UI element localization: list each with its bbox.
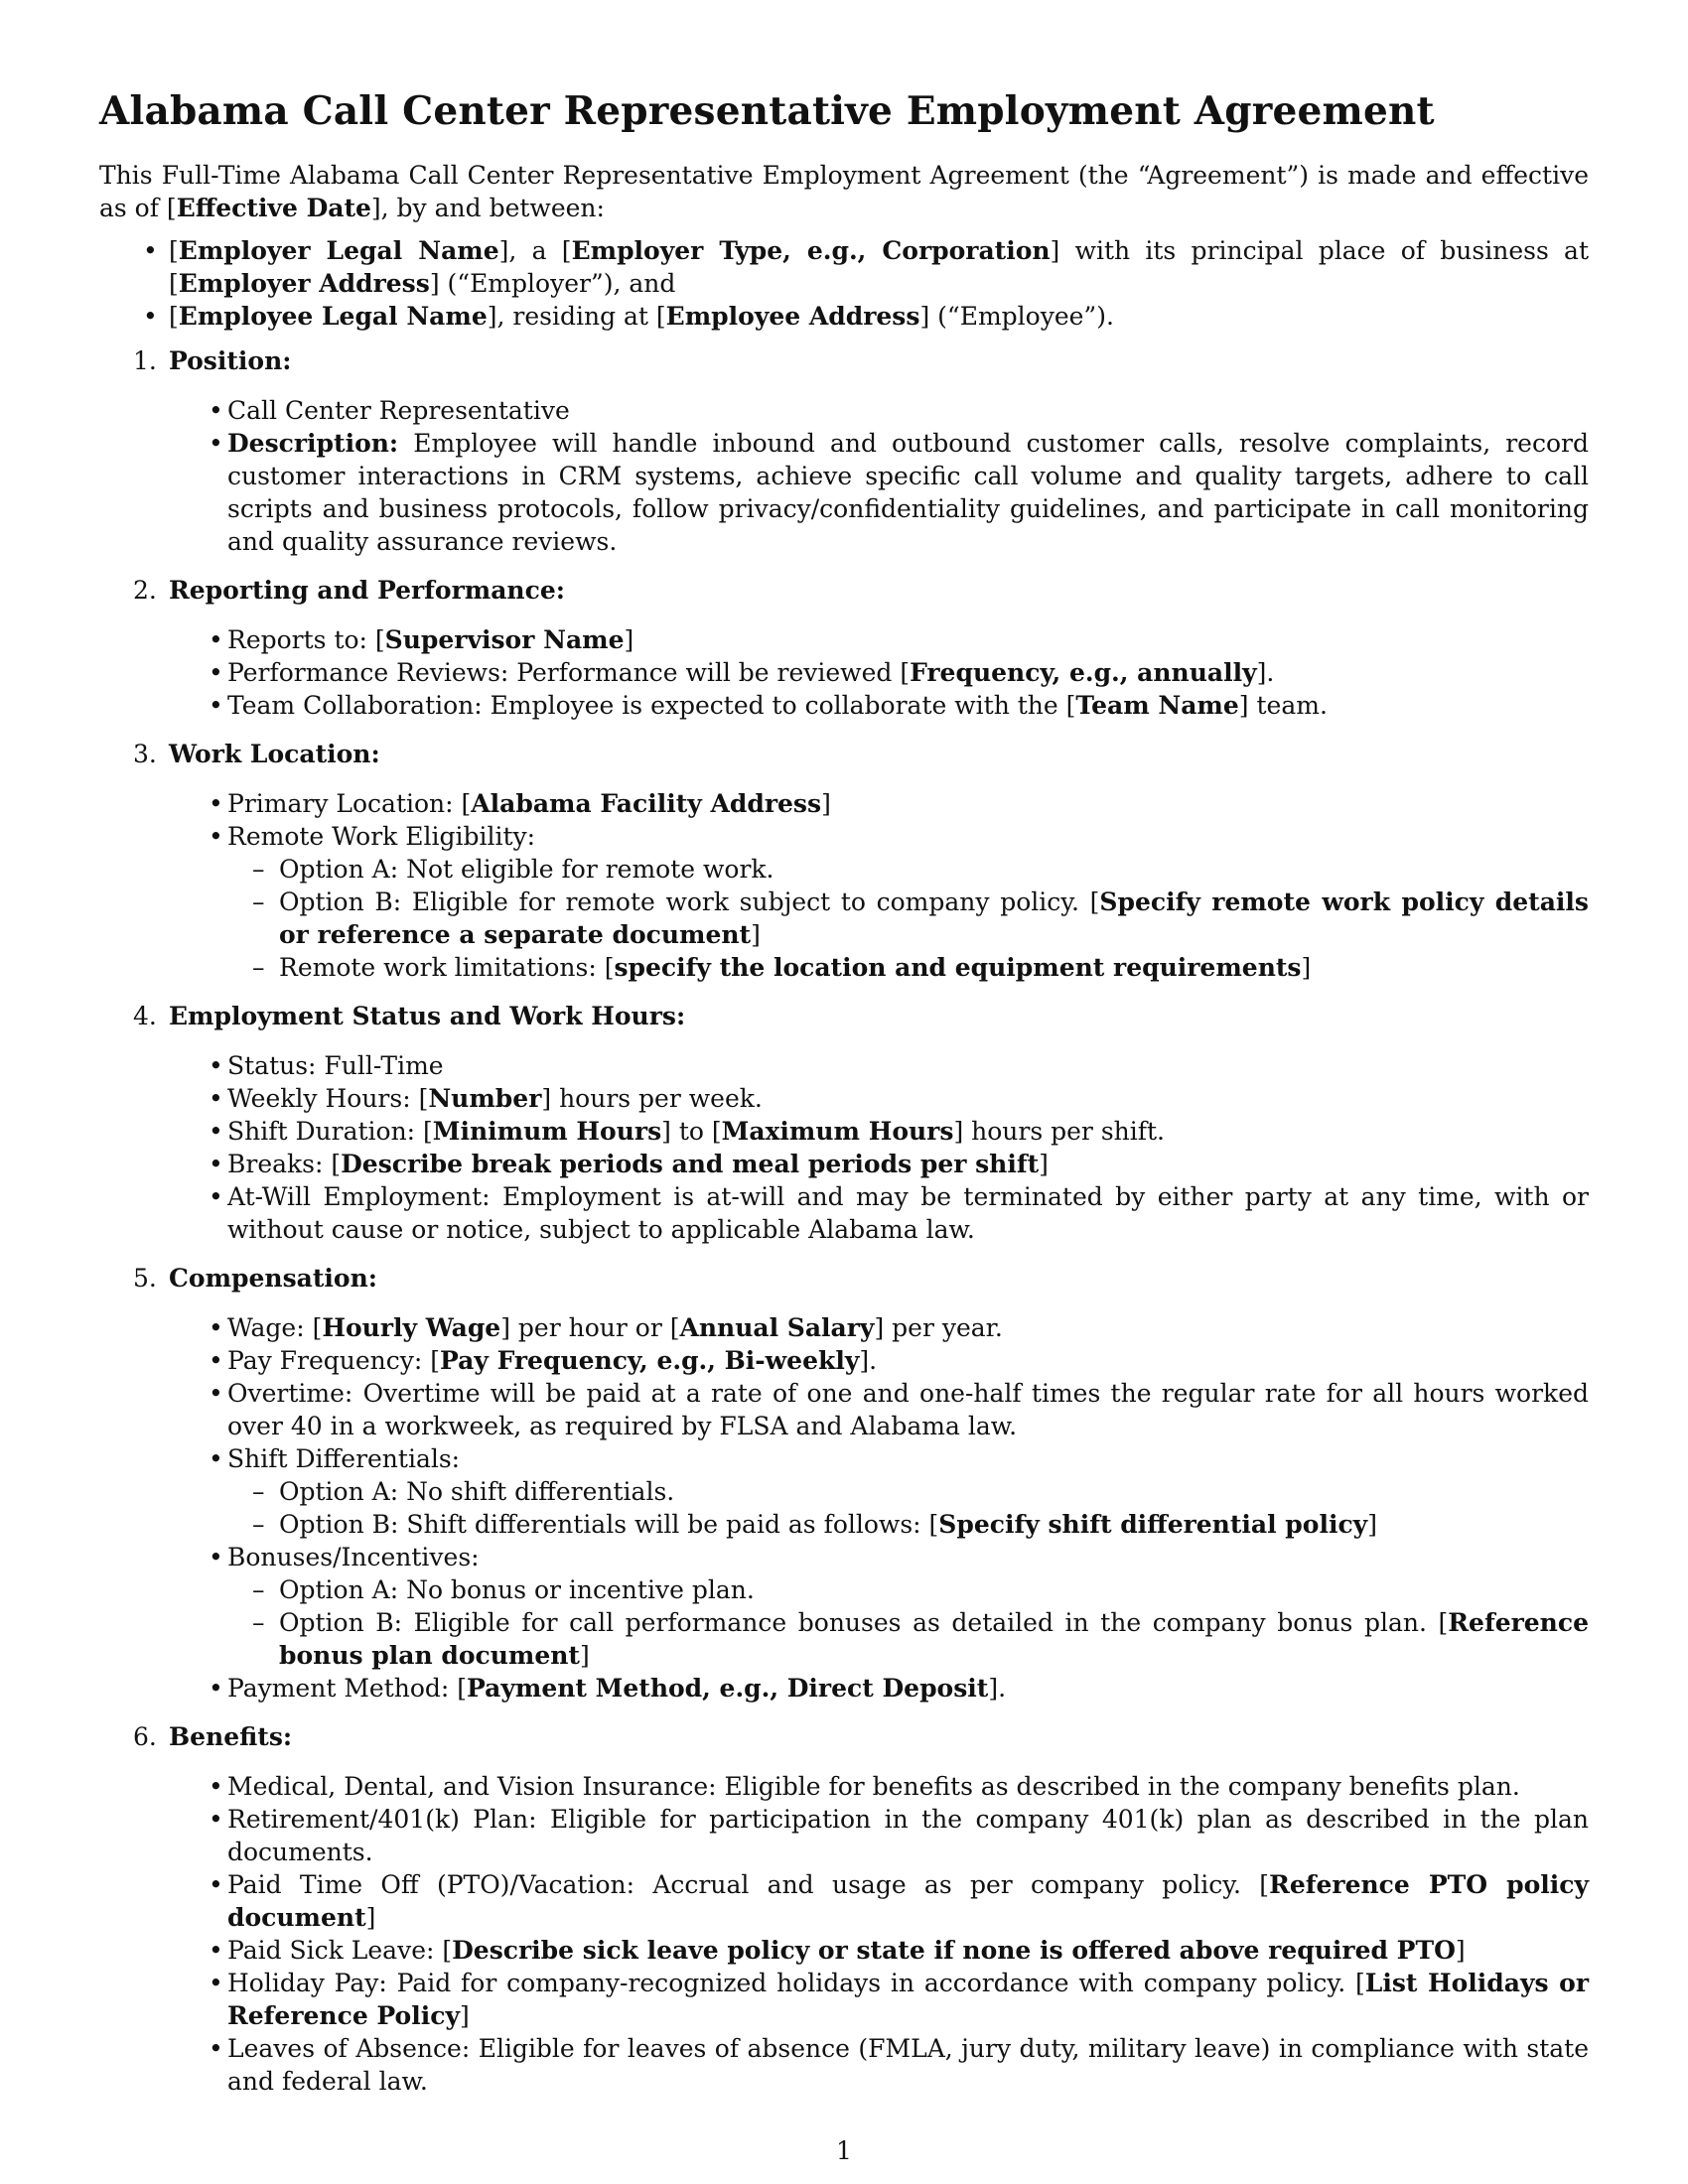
list-item: • Wage: [Hourly Wage] per hour or [Annual Salary] per year. — [169, 1311, 1589, 1344]
sections-list — [99, 344, 1589, 2098]
section-title: Position: — [169, 346, 292, 375]
list-item: • Shift Differentials: – Option A: No shift differentials. – Option B: Shift differentials will be paid as follows: [Specify shift differential policy] — [169, 1442, 1589, 1541]
employer-type-placeholder: Employer Type, e.g., Corporation — [571, 236, 1051, 265]
list-item: • Call Center Representative — [169, 394, 1589, 427]
list-item: • At-Will Employment: Employment is at-will and may be terminated by either party at any time, with or without cause or notice, subject to applicable Alabama law. — [169, 1180, 1589, 1246]
section-title: Work Location: — [169, 740, 380, 768]
list-item: • Remote Work Eligibility: – Option A: Not eligible for remote work. – Option B: Eligible for remote work subject to company policy. [Specify remote work policy details or reference a separate document] – Remote work limitations: [specify the location and equipment requirements] — [169, 820, 1589, 984]
list-item: • Status: Full-Time — [169, 1049, 1589, 1082]
employee-address-placeholder: Employee Address — [665, 302, 920, 331]
list-item: • Medical, Dental, and Vision Insurance: Eligible for benefits as described in the company benefits plan. — [169, 1770, 1589, 1803]
position-items — [169, 394, 1589, 558]
list-item: • Performance Reviews: Performance will be reviewed [Frequency, e.g., annually]. — [169, 656, 1589, 689]
section-title: Benefits: — [169, 1722, 293, 1751]
list-item: • Paid Time Off (PTO)/Vacation: Accrual and usage as per company policy. [Reference PTO policy document] — [169, 1868, 1589, 1934]
benefits-items — [169, 1770, 1589, 2098]
list-item: • Bonuses/Incentives: – Option A: No bonus or incentive plan. – Option B: Eligible for call performance bonuses as detailed in the company bonus plan. [Reference bonus plan document] — [169, 1541, 1589, 1672]
section-number: 4. — [133, 1002, 157, 1030]
section-reporting — [99, 574, 1589, 722]
section-work-location — [99, 738, 1589, 984]
section-title: Employment Status and Work Hours: — [169, 1002, 686, 1030]
shift-diff-options — [227, 1475, 1589, 1541]
remote-options — [227, 853, 1589, 984]
sub-item: – Remote work limitations: [specify the location and equipment requirements] — [227, 951, 1589, 984]
compensation-items — [169, 1311, 1589, 1705]
section-number: 6. — [133, 1722, 157, 1751]
parties-list — [99, 234, 1589, 333]
document-title: Alabama Call Center Representative Employment Agreement — [99, 88, 1435, 134]
sub-item: – Option B: Shift differentials will be paid as follows: [Specify shift differential policy] — [227, 1508, 1589, 1541]
list-item: • Paid Sick Leave: [Describe sick leave policy or state if none is offered above required PTO] — [169, 1934, 1589, 1967]
section-compensation — [99, 1262, 1589, 1705]
list-item: • Description: Employee will handle inbound and outbound customer calls, resolve complaints, record customer interactions in CRM systems, achieve specific call volume and quality targets, adhere to call scripts and business protocols, follow privacy/confidentiality guidelines, and participate in call monitoring and quality assurance reviews. — [169, 427, 1589, 558]
list-item: • Reports to: [Supervisor Name] — [169, 623, 1589, 656]
list-item: • Pay Frequency: [Pay Frequency, e.g., Bi-weekly]. — [169, 1344, 1589, 1377]
list-item: • Leaves of Absence: Eligible for leaves of absence (FMLA, jury duty, military leave) in compliance with state and federal law. — [169, 2032, 1589, 2098]
location-items — [169, 787, 1589, 984]
employer-party: • [Employer Legal Name], a [Employer Type, e.g., Corporation] with its principal place of business at [Employer Address] (“Employer”), and — [99, 234, 1589, 300]
bonus-options — [227, 1573, 1589, 1672]
employer-name-placeholder: Employer Legal Name — [178, 236, 499, 265]
section-number: 3. — [133, 740, 157, 768]
list-item: • Primary Location: [Alabama Facility Address] — [169, 787, 1589, 820]
section-number: 1. — [133, 346, 157, 375]
list-item: • Breaks: [Describe break periods and meal periods per shift] — [169, 1148, 1589, 1180]
sub-item: – Option A: No bonus or incentive plan. — [227, 1573, 1589, 1606]
effective-date-placeholder: Effective Date — [176, 194, 371, 222]
list-item: • Retirement/401(k) Plan: Eligible for participation in the company 401(k) plan as described in the plan documents. — [169, 1803, 1589, 1868]
reporting-items — [169, 623, 1589, 722]
list-item: • Weekly Hours: [Number] hours per week. — [169, 1082, 1589, 1115]
sub-item: – Option B: Eligible for remote work subject to company policy. [Specify remote work policy details or reference a separate document] — [227, 886, 1589, 951]
employee-name-placeholder: Employee Legal Name — [178, 302, 488, 331]
section-number: 5. — [133, 1264, 157, 1293]
sub-item: – Option B: Eligible for call performance bonuses as detailed in the company bonus plan. [Reference bonus plan document] — [227, 1606, 1589, 1672]
status-items — [169, 1049, 1589, 1246]
list-item: • Shift Duration: [Minimum Hours] to [Maximum Hours] hours per shift. — [169, 1115, 1589, 1148]
list-item: • Holiday Pay: Paid for company-recognized holidays in accordance with company policy. [List Holidays or Reference Policy] — [169, 1967, 1589, 2032]
intro-paragraph: This Full-Time Alabama Call Center Representative Employment Agreement (the “Agreement”) is made and effective as of [Effective Date], by and between: — [99, 161, 1589, 222]
page-number: 1 — [836, 2136, 852, 2165]
employee-party: • [Employee Legal Name], residing at [Employee Address] (“Employee”). — [99, 300, 1589, 333]
list-item: • Payment Method: [Payment Method, e.g., Direct Deposit]. — [169, 1672, 1589, 1705]
list-item: • Overtime: Overtime will be paid at a rate of one and one-half times the regular rate for all hours worked over 40 in a workweek, as required by FLSA and Alabama law. — [169, 1377, 1589, 1442]
sub-item: – Option A: No shift differentials. — [227, 1475, 1589, 1508]
section-employment-status — [99, 1000, 1589, 1246]
sub-item: – Option A: Not eligible for remote work. — [227, 853, 1589, 886]
employer-address-placeholder: Employer Address — [178, 269, 430, 298]
section-number: 2. — [133, 576, 157, 605]
section-benefits — [99, 1720, 1589, 2098]
list-item: • Team Collaboration: Employee is expected to collaborate with the [Team Name] team. — [169, 689, 1589, 722]
section-title: Reporting and Performance: — [169, 576, 565, 605]
section-title: Compensation: — [169, 1264, 377, 1293]
document-page — [99, 87, 1589, 2114]
section-position — [99, 344, 1589, 558]
